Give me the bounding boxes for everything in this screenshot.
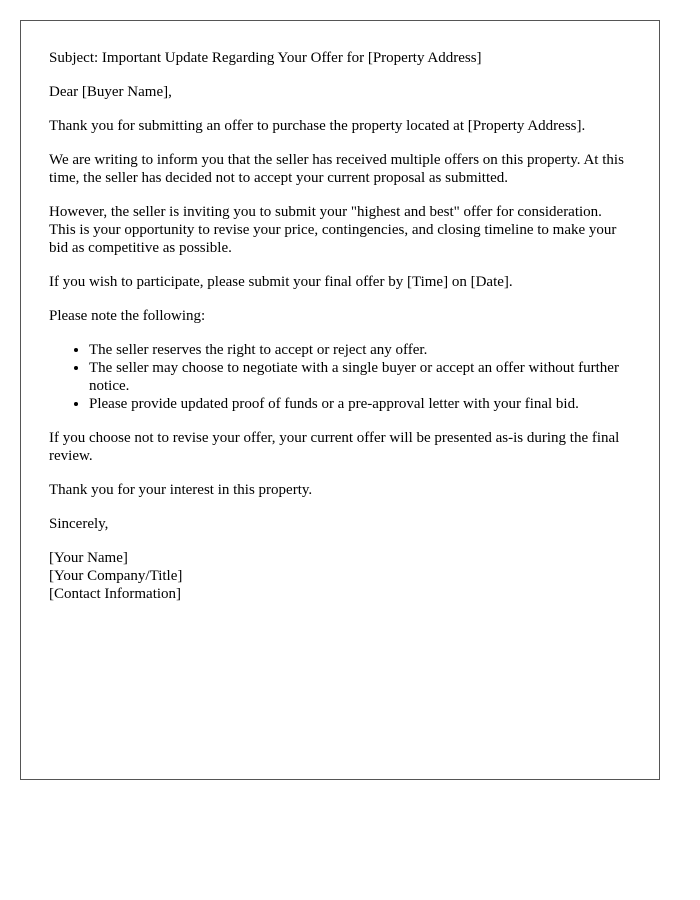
paragraph: We are writing to inform you that the seller has received multiple offers on this property. At this time, the seller has decided not to accept your current proposal as submitted. xyxy=(49,152,624,186)
paragraph: Thank you for submitting an offer to purchase the property located at [Property Address]. xyxy=(49,118,586,134)
signoff: Sincerely, xyxy=(49,516,109,532)
paragraph: If you wish to participate, please submit your final offer by [Time] on [Date]. xyxy=(49,274,513,290)
subject-line: Subject: Important Update Regarding Your Offer for [Property Address] xyxy=(49,50,482,66)
signature-title: [Your Company/Title] xyxy=(49,568,183,584)
signature-contact: [Contact Information] xyxy=(49,586,182,602)
signature-block xyxy=(49,549,631,603)
letter-page xyxy=(20,20,660,780)
paragraph: If you choose not to revise your offer, your current offer will be presented as-is during the final review. xyxy=(49,430,620,464)
list-item: • Please provide updated proof of funds or a pre-approval letter with your final bid. xyxy=(89,395,631,413)
notes-list xyxy=(49,341,631,413)
signature-name: [Your Name] xyxy=(49,550,128,566)
paragraph: However, the seller is inviting you to submit your "highest and best" offer for consideration. This is your opportunity to revise your price, contingencies, and closing timeline to make your bid as competitive as possible. xyxy=(49,204,617,256)
list-item: • The seller reserves the right to accept or reject any offer. xyxy=(89,341,631,359)
paragraph: Thank you for your interest in this property. xyxy=(49,482,313,498)
paragraph: Please note the following: xyxy=(49,308,206,324)
greeting: Dear [Buyer Name], xyxy=(49,84,172,100)
list-item: • The seller may choose to negotiate with a single buyer or accept an offer without further notice. xyxy=(89,359,631,395)
